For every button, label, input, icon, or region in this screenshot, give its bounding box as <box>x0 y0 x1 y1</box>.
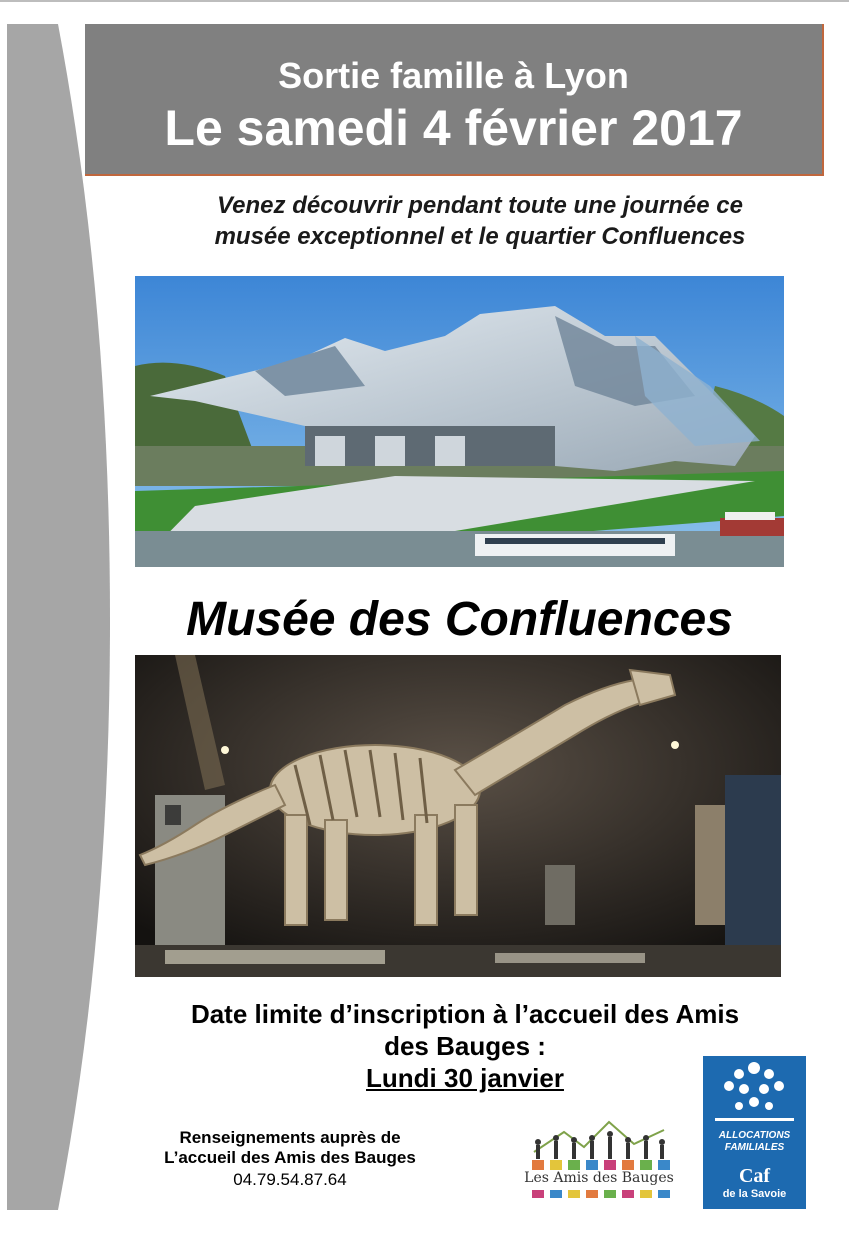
registration-deadline <box>120 998 810 1062</box>
caf-line-2: FAMILIALES <box>724 1142 785 1153</box>
intro-line-1: Venez découvrir pendant toute une journée ce <box>217 192 743 219</box>
deadline-line-1: Date limite d’inscription à l’accueil des Amis <box>190 999 740 1029</box>
header-title: Sortie famille à Lyon <box>278 55 629 96</box>
intro-text <box>120 190 840 252</box>
caf-name: Caf <box>738 1165 771 1187</box>
deadline-date: Lundi 30 janvier <box>366 1063 564 1093</box>
caf-family-icon <box>703 1056 806 1131</box>
top-rule <box>0 0 849 2</box>
dinosaur-exhibit-photo <box>135 655 781 977</box>
amis-des-bauges-logo <box>524 1112 674 1212</box>
museum-building-photo <box>135 276 784 567</box>
caf-allocations-text <box>703 1130 806 1154</box>
caf-line-1: ALLOCATIONS <box>718 1130 791 1141</box>
museum-name: Musée des Confluences <box>186 593 733 646</box>
left-decorative-strip <box>0 0 110 1239</box>
amis-logo-text: Les Amis des Bauges <box>524 1170 674 1186</box>
contact-title: Renseignements auprès de <box>179 1128 401 1147</box>
deadline-line-2: des Bauges : <box>384 1031 546 1061</box>
caf-region: de la Savoie <box>722 1188 787 1200</box>
header-date: Le samedi 4 février 2017 <box>164 100 743 156</box>
contact-phone: 04.79.54.87.64 <box>233 1170 347 1189</box>
contact-subtitle: L’accueil des Amis des Bauges <box>164 1148 416 1167</box>
deadline-date-wrap <box>300 1062 630 1094</box>
intro-line-2: musée exceptionnel et le quartier Confluences <box>214 223 746 250</box>
